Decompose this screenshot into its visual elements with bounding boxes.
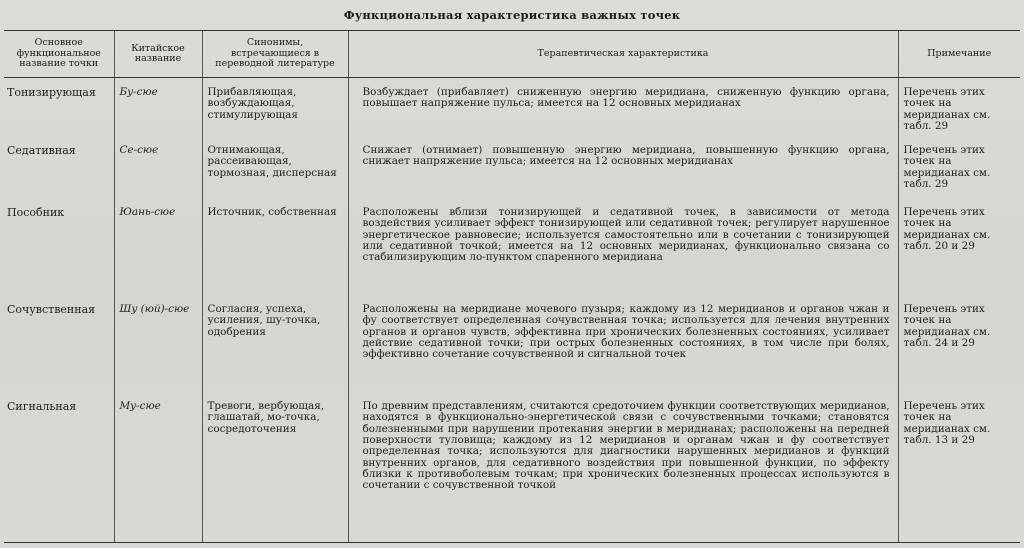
point-note: Перечень этих точек на меридианах см. табл. 29 (898, 136, 1020, 198)
points-table (4, 30, 1020, 543)
point-synonyms: Тревоги, вербующая, глашатай, мо-точка, сосредоточения (202, 392, 348, 542)
point-note: Перечень этих точек на меридианах см. табл. 13 и 29 (898, 392, 1020, 542)
point-note: Перечень этих точек на меридианах см. табл. 24 и 29 (898, 295, 1020, 392)
point-function-name: Тонизирующая (7, 86, 96, 99)
point-therapy: По древним представлениям, считаются средоточием функции соответствующих меридианов, находятся в функционально-энергетической связи с сочувственными точками; становятся болезненными при нарушении протекания энергии в меридианах; расположены на передней поверхности туловища; каждому из 12 меридианов и органам чжан и фу соответствует определенная точка; используются для диагностики нарушенных меридианов и функций внутренних органов, для седативного воздействия при повышенной функции, по эффекту близки к противоболевым точкам; при хронических болезненных процессах используются в сочетании с сочувственной точкой (348, 392, 898, 542)
point-function-name: Пособник (7, 206, 65, 220)
table-row (4, 78, 1020, 137)
point-chinese-name: Шу (юй)-сюе (114, 295, 202, 392)
point-chinese-name: Бу-сюе (114, 78, 202, 137)
point-chinese-name: Се-сюе (114, 136, 202, 198)
point-synonyms: Согласия, успеха, усиления, шу-точка, одобрения (202, 295, 348, 392)
table-row (4, 392, 1020, 542)
table-row (4, 295, 1020, 392)
point-therapy: Снижает (отнимает) повышенную энергию меридиана, повышенную функцию органа, снижает напряжение пульса; имеется на 12 основных меридианах (348, 136, 898, 198)
table-row (4, 136, 1020, 198)
table-header-row (4, 31, 1020, 78)
point-therapy: Расположены на меридиане мочевого пузыря; каждому из 12 меридианов и органов чжан и фу соответствует определенная сочувственная точка; используется для лечения внутренних органов и органов чувств, эффективна при хронических болезненных состояниях, усиливает действие седативной точки; при острых болезненных состояниях, в том числе при болях, эффективно сочетание сочувственной и сигнальной точек (348, 295, 898, 392)
point-chinese-name: Му-сюе (114, 392, 202, 542)
column-header-note: Примечание (898, 31, 1020, 78)
column-header-function: Основное функциональное название точки (4, 31, 114, 78)
point-synonyms: Отнимающая, рассеивающая, тормозная, дисперсная (202, 136, 348, 198)
point-note: Перечень этих точек на меридианах см. табл. 20 и 29 (898, 198, 1020, 295)
point-note: Перечень этих точек на меридианах см. табл. 29 (898, 78, 1020, 137)
point-therapy: Возбуждает (прибавляет) сниженную энергию меридиана, сниженную функцию органа, повышает напряжение пульса; имеется на 12 основных меридианах (348, 78, 898, 137)
column-header-chinese: Китайское название (114, 31, 202, 78)
column-header-synonyms: Синонимы, встречающиеся в переводной литературе (202, 31, 348, 78)
page-title: Функциональная характеристика важных точек (343, 8, 681, 22)
point-synonyms: Источник, собственная (202, 198, 348, 295)
point-function-name: Седативная (7, 144, 76, 158)
column-header-therapy: Терапевтическая характеристика (348, 31, 898, 78)
point-synonyms: Прибавляющая, возбуждающая, стимулирующая (202, 78, 348, 137)
point-therapy: Расположены вблизи тонизирующей и седативной точек, в зависимости от метода воздействия усиливает эффект тонизирующей или седативной точек; регулирует нарушенное энергетическое равновесие; используется самостоятельно или в сочетании с тонизирующей или седативной точкой; имеется на 12 основных меридианах, функционально связана со стабилизирующим ло-пунктом спаренного меридиана (348, 198, 898, 295)
table-row (4, 198, 1020, 295)
point-chinese-name: Юань-сюе (114, 198, 202, 295)
point-function-name: Сигнальная (4, 392, 114, 542)
point-function-name: Сочувственная (7, 303, 96, 317)
